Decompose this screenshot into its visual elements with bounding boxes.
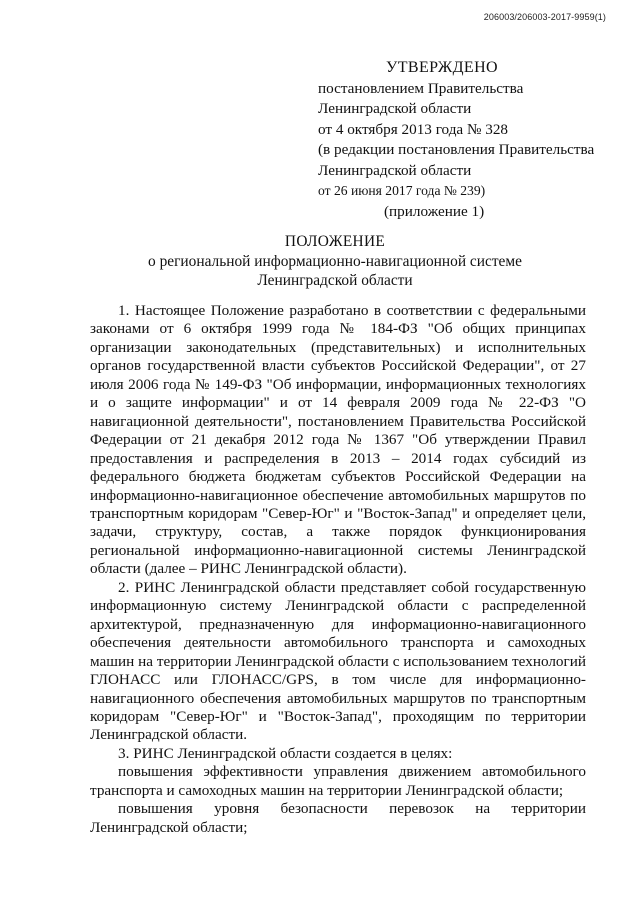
heading-subtitle: Ленинградской области (257, 272, 413, 289)
heading-subtitle: о региональной информационно-навигационной системе (148, 252, 522, 270)
body-paragraph: повышения уровня безопасности перевозок на территории Ленинградской области; (90, 800, 586, 836)
approval-line: (в редакции постановления Правительства (318, 141, 595, 158)
approval-line: Ленинградской области (318, 161, 472, 179)
body-paragraph: 3. РИНС Ленинградской области создается в целях: (118, 744, 453, 762)
body-paragraph: 2. РИНС Ленинградской области представляет собой государственную информационную систему Ленинградской области с распределенной архитектурой, предназначенную для информационно-навигационного обеспечения деятельности автомобильного транспорта и самоходных машин на территории Ленинградской области с использованием технологий ГЛОНАСС или ГЛОНАСС/GPS, в том числе для информационно-навигационного обеспечения автомобильных маршрутов по транспортным коридорам "Север-Юг" и "Восток-Запад", проходящим по территории Ленинградской области. (90, 578, 586, 744)
approval-block (318, 58, 618, 222)
body-paragraph: повышения эффективности управления движением автомобильного транспорта и самоходных машин на территории Ленинградской области; (90, 763, 586, 799)
approval-line: от 4 октября 2013 года № 328 (318, 120, 509, 138)
approval-line: постановлением Правительства (318, 79, 524, 97)
document-body (90, 302, 586, 837)
approval-appendix: (приложение 1) (384, 202, 485, 220)
approval-line: Ленинградской области (318, 100, 472, 117)
body-paragraph: 1. Настоящее Положение разработано в соответствии с федеральными законами от 6 октября 1999 года № 184-ФЗ "Об общих принципах организации законодательных (представительных) и исполнительных органов государственной власти субъектов Российской Федерации", от 27 июля 2006 года № 149-ФЗ "Об информации, информационных технологиях и о защите информации" и от 14 февраля 2009 года № 22-ФЗ "О навигационной деятельности", постановлением Правительства Российской Федерации от 21 декабря 2012 года № 1367 "Об утверждении Правил предоставления и распределения в 2013 – 2014 годах субсидий из федерального бюджета бюджетам субъектов Российской Федерации на информационно-навигационное обеспечение автомобильных маршрутов по транспортным коридорам "Север-Юг" и "Восток-Запад" и определяет цели, задачи, структуру, состав, а также порядок функционирования региональной информационно-навигационной системы Ленинградской области (далее – РИНС Ленинградской области). (90, 302, 586, 578)
approval-title: УТВЕРЖДЕНО (386, 59, 499, 76)
document-number: 206003/206003-2017-9959(1) (483, 12, 606, 22)
heading-title: ПОЛОЖЕНИЕ (284, 233, 386, 250)
approval-line: от 26 июня 2017 года № 239) (318, 183, 486, 198)
document-heading (90, 232, 580, 291)
